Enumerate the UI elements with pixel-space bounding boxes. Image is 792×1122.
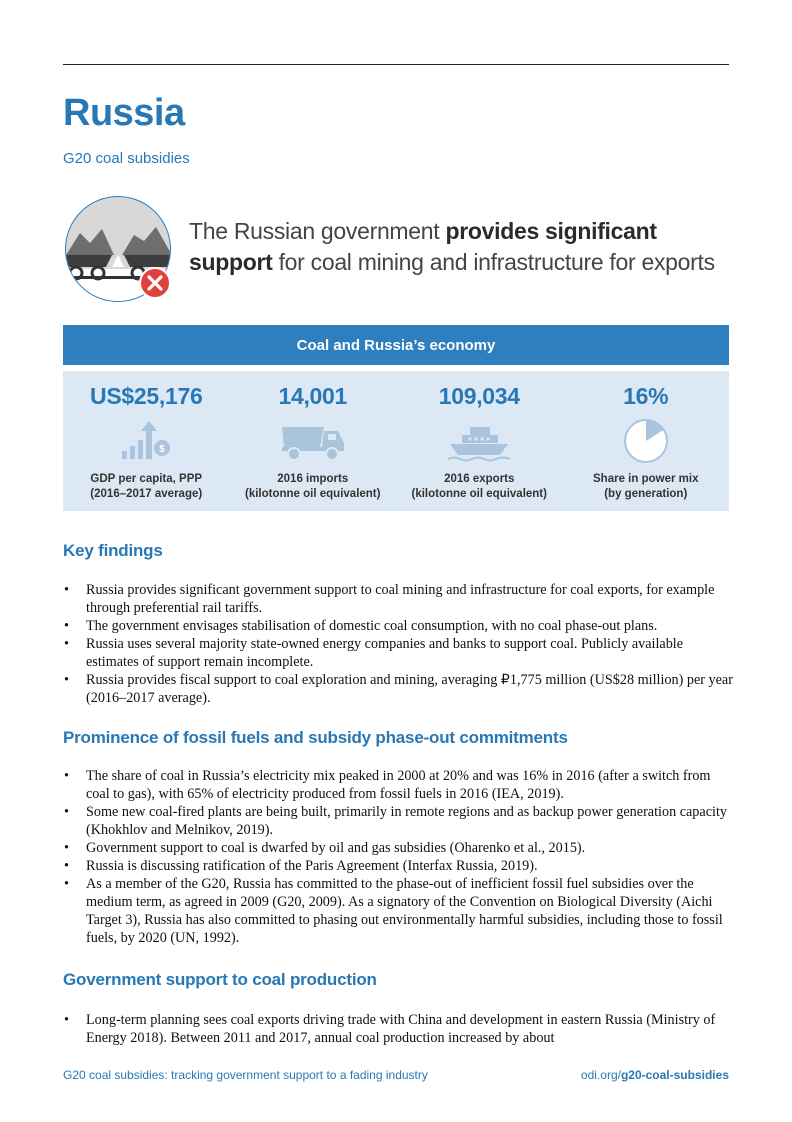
list-item: • Russia is discussing ratification of the Paris Agreement (Interfax Russia, 2019). — [63, 857, 733, 875]
list-item: • Long-term planning sees coal exports driving trade with China and development in eastern Russia (Ministry of Energy 2018). Between 2011 and 2017, annual coal production increased by about — [63, 1011, 733, 1047]
stat-imports — [230, 371, 397, 511]
economy-panel-heading: Coal and Russia’s economy — [63, 325, 729, 365]
list-item: • Some new coal-fired plants are being built, primarily in remote regions and as backup power generation capacity (Khokhlov and Melnikov, 2019). — [63, 803, 733, 839]
headline-emphasis: provides significant support — [189, 218, 657, 275]
economy-panel — [63, 371, 729, 511]
page-title: Russia — [63, 92, 185, 134]
section-heading-production-support: Government support to coal production — [63, 970, 377, 989]
pie-icon — [621, 417, 671, 465]
list-item: • The government envisages stabilisation of domestic coal consumption, with no coal phase-out plans. — [63, 617, 733, 635]
truck-icon — [278, 417, 348, 463]
prominence-list — [63, 767, 733, 947]
list-item: • The share of coal in Russia’s electricity mix peaked in 2000 at 20% and was 16% in 2016 (after a switch from coal to gas), with 65% of electricity produced from fossil fuels in 2016 (IEA, 2019). — [63, 767, 733, 803]
stat-label: 2016 imports (kilotonne oil equivalent) — [245, 473, 381, 500]
stat-label: Share in power mix (by generation) — [593, 473, 699, 500]
stat-value: 14,001 — [278, 383, 348, 409]
key-findings-list — [63, 581, 733, 707]
list-item: • Russia uses several majority state-owned energy companies and banks to support coal. Publicly available estimates of support remain incomplete. — [63, 635, 733, 671]
stat-value: US$25,176 — [90, 383, 203, 409]
production-support-list — [63, 1011, 733, 1047]
gdp-growth-icon — [116, 417, 176, 463]
stat-value: 16% — [623, 383, 669, 409]
headline: The Russian government provides significant support for coal mining and infrastructure for exports — [189, 218, 715, 275]
section-heading-prominence: Prominence of fossil fuels and subsidy phase-out commitments — [63, 728, 568, 747]
page-subtitle: G20 coal subsidies — [63, 150, 190, 167]
list-item: • Russia provides significant government support to coal mining and infrastructure for coal exports, for example through preferential rail tariffs. — [63, 581, 733, 617]
stat-value: 109,034 — [438, 383, 520, 409]
stat-gdp — [63, 371, 230, 511]
footer-report-title: G20 coal subsidies: tracking government support to a fading industry — [63, 1068, 428, 1082]
coal-cart-no-icon — [62, 193, 174, 305]
top-rule — [63, 64, 729, 65]
stat-power-share — [563, 371, 730, 511]
list-item: • Government support to coal is dwarfed by oil and gas subsidies (Oharenko et al., 2015). — [63, 839, 733, 857]
list-item: • Russia provides fiscal support to coal exploration and mining, averaging ₽1,775 million (US$28 million) per year (2016–2017 average). — [63, 671, 733, 707]
stat-label: GDP per capita, PPP (2016–2017 average) — [90, 473, 203, 500]
footer-link[interactable]: odi.org/g20-coal-subsidies — [580, 1068, 729, 1082]
stat-exports — [396, 371, 563, 511]
ship-icon — [444, 417, 514, 463]
svg-text:$: $ — [159, 444, 166, 455]
stat-label: 2016 exports (kilotonne oil equivalent) — [411, 473, 547, 500]
list-item: • As a member of the G20, Russia has committed to the phase-out of inefficient fossil fuel subsidies over the medium term, as agreed in 2009 (G20, 2009). As a signatory of the Convention on Biological Diversity (Aichi Target 3), Russia has also committed to phasing out environmentally harmful subsidies, including those to fossil fuels, by 2020 (UN, 1992). — [63, 875, 733, 947]
section-heading-key-findings: Key findings — [63, 541, 163, 560]
